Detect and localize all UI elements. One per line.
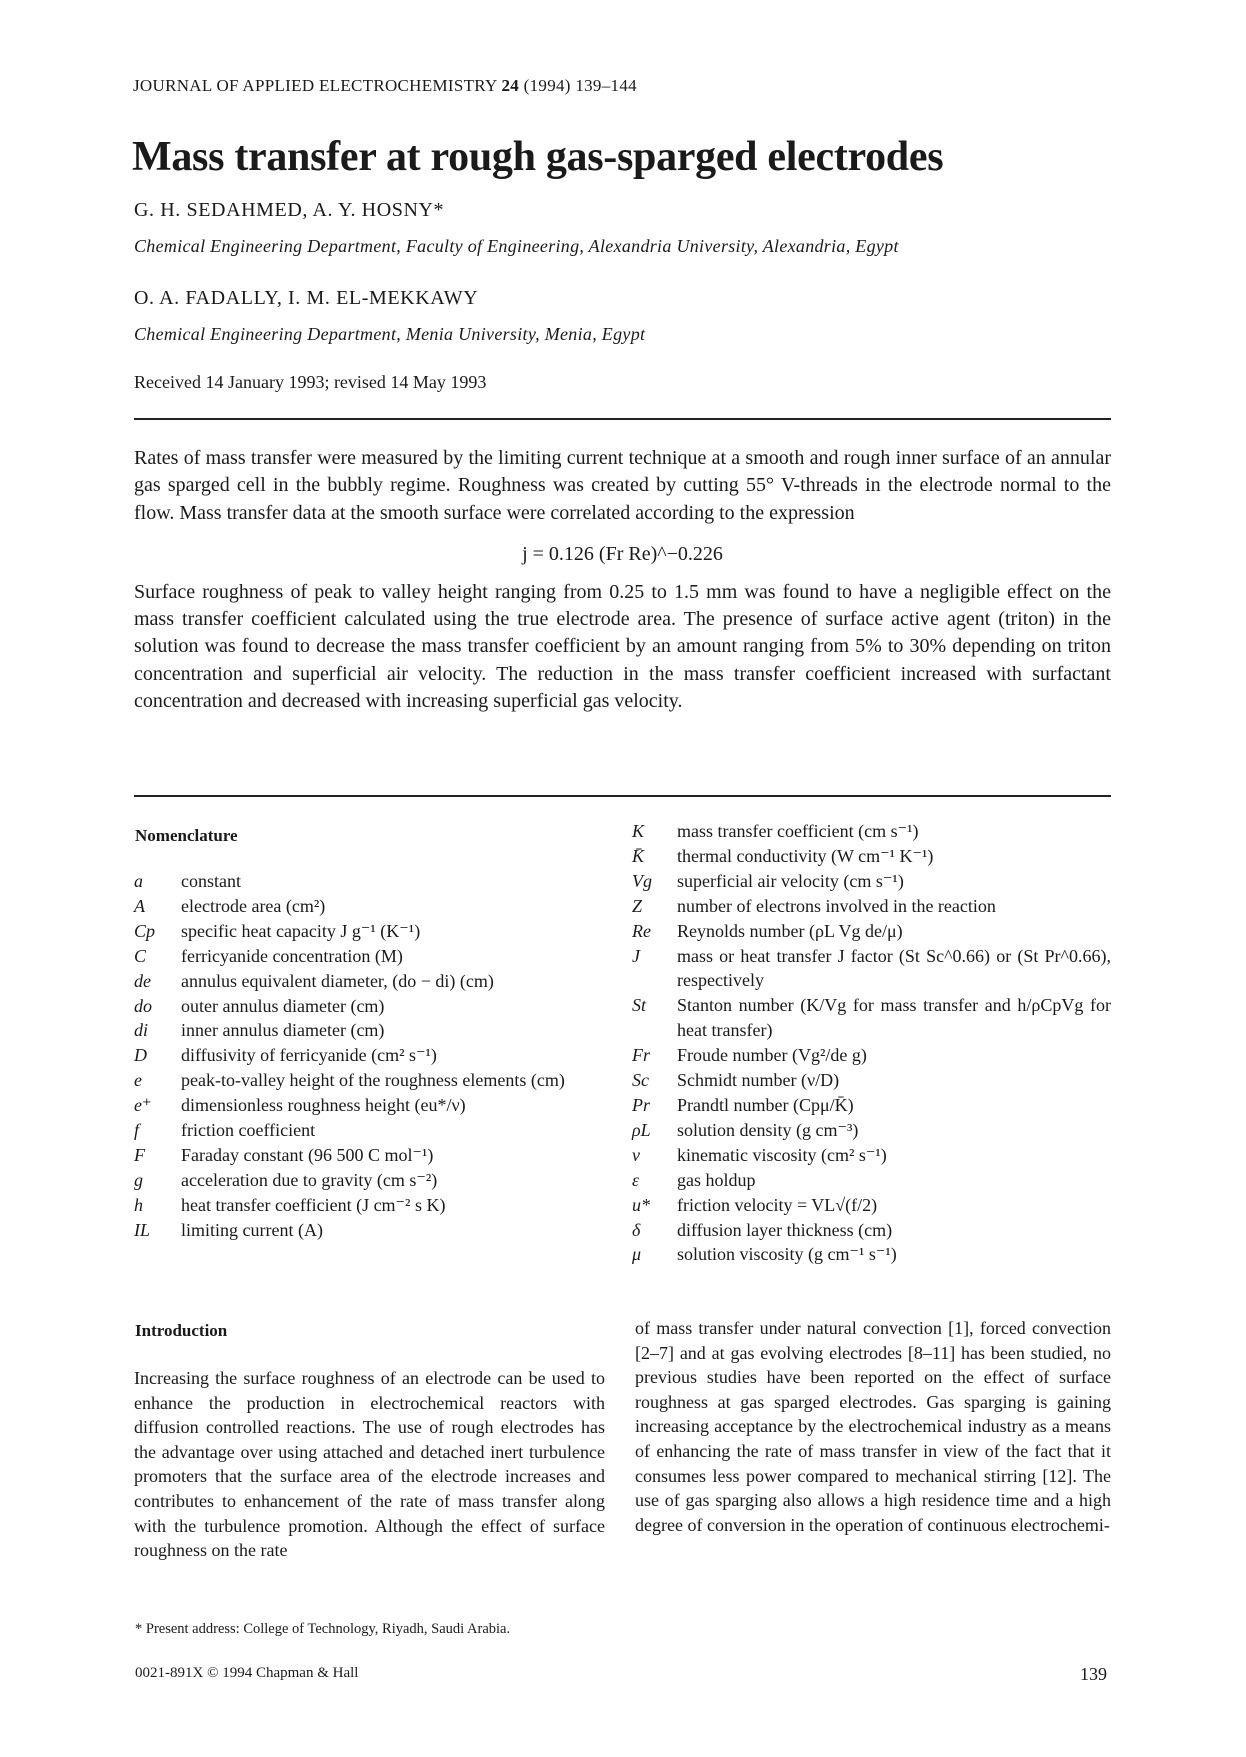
left-row <box>134 1168 602 1193</box>
nomenclature-definition: mass or heat transfer J factor (St Sc^0.66) or (St Pr^0.66), respectively <box>677 945 1111 991</box>
right-row <box>632 1093 1111 1118</box>
right-row <box>632 944 1111 994</box>
nomenclature-definition: constant <box>181 871 241 891</box>
intro-paragraph-1: Increasing the surface roughness of an electrode can be used to enhance the production in electrochemical reactors with diffusion controlled reactions. The use of rough electrodes has the advantage over using attached and detached inert turbulence promoters that the surface area of the electrode increases and contributes to enhancement of the rate of mass transfer along with the turbulence promotion. Although the effect of surface roughness on the rate <box>134 1368 605 1561</box>
nomenclature-symbol: de <box>134 970 151 991</box>
received-dates: Received 14 January 1993; revised 14 May 1993 <box>134 372 487 392</box>
copyright: 0021-891X © 1994 Chapman & Hall <box>135 1665 359 1681</box>
nomenclature-definition: Reynolds number (ρL Vg de/μ) <box>677 920 903 941</box>
right-row <box>632 1168 1111 1193</box>
nomenclature-definition: ferricyanide concentration (M) <box>181 945 403 966</box>
nomenclature-symbol: Vg <box>632 870 652 891</box>
journal-header <box>133 76 637 96</box>
left-row <box>134 1093 602 1118</box>
intro-column-1 <box>134 1366 605 1563</box>
abstract <box>134 445 1111 716</box>
nomenclature-symbol: K̄ <box>632 845 645 866</box>
nomenclature-definition: dimensionless roughness height (eu*/ν) <box>181 1095 466 1116</box>
right-row <box>632 919 1111 944</box>
left-row <box>134 994 602 1019</box>
nomenclature-definition: number of electrons involved in the reaction <box>677 895 996 916</box>
paper-title: Mass transfer at rough gas-sparged electrodes <box>132 134 944 180</box>
left-row <box>134 1218 602 1243</box>
nomenclature-definition: friction coefficient <box>181 1120 316 1141</box>
left-row <box>134 1193 602 1218</box>
nomenclature-left-column <box>134 869 602 1243</box>
nomenclature-symbol: ρL <box>632 1119 651 1140</box>
nomenclature-definition: solution density (g cm⁻³) <box>677 1119 859 1140</box>
nomenclature-symbol: C <box>134 945 147 966</box>
nomenclature-symbol: Cp <box>134 920 156 941</box>
nomenclature-definition: acceleration due to gravity (cm s⁻²) <box>181 1169 438 1190</box>
nomenclature-definition: Prandtl number (Cpμ/K̄) <box>677 1094 854 1115</box>
nomenclature-definition: diffusivity of ferricyanide (cm² s⁻¹) <box>181 1045 437 1066</box>
nomenclature-definition: specific heat capacity J g⁻¹ (K⁻¹) <box>181 920 421 941</box>
nomenclature-symbol: IL <box>134 1219 151 1240</box>
left-row <box>134 944 602 969</box>
right-row <box>632 1143 1111 1168</box>
nomenclature-symbol: μ <box>632 1244 642 1265</box>
nomenclature-symbol: Fr <box>632 1045 650 1066</box>
nomenclature-symbol: δ <box>632 1219 641 1240</box>
left-row <box>134 919 602 944</box>
affiliation-1: Chemical Engineering Department, Faculty of Engineering, Alexandria University, Alexandria, Egypt <box>134 236 899 256</box>
authors-line-1: G. H. SEDAHMED, A. Y. HOSNY* <box>134 199 445 221</box>
left-row <box>134 1143 602 1168</box>
nomenclature-definition: limiting current (A) <box>181 1219 323 1240</box>
nomenclature-symbol: F <box>134 1144 145 1165</box>
nomenclature-definition: peak-to-valley height of the roughness elements (cm) <box>181 1070 565 1091</box>
left-row <box>134 894 602 919</box>
right-row <box>632 844 1111 869</box>
right-row <box>632 1218 1111 1243</box>
nomenclature-symbol: J <box>632 945 640 966</box>
nomenclature-definition: heat transfer coefficient (J cm⁻² s K) <box>181 1194 446 1215</box>
journal-year-pages: (1994) 139–144 <box>523 76 637 95</box>
nomenclature-definition: Stanton number (K/Vg for mass transfer and h/ρCpVg for heat transfer) <box>677 995 1111 1041</box>
divider-top <box>134 418 1111 420</box>
nomenclature-definition: electrode area (cm²) <box>181 895 326 916</box>
right-row <box>632 1068 1111 1093</box>
nomenclature-symbol: g <box>134 1169 143 1190</box>
abstract-equation-text: j = 0.126 (Fr Re)^−0.226 <box>522 543 723 566</box>
right-row <box>632 894 1111 919</box>
nomenclature-definition: gas holdup <box>677 1169 756 1190</box>
nomenclature-symbol: K <box>632 821 645 841</box>
left-row <box>134 1018 602 1043</box>
nomenclature-definition: superficial air velocity (cm s⁻¹) <box>677 870 904 891</box>
intro-paragraph-2: of mass transfer under natural convection [1], forced convection [2–7] and at gas evolving electrodes [8–11] has been studied, no previous studies have been reported on the effect of surface roughness at gas sparged electrodes. Gas sparging is gaining increasing acceptance by the electrochemical industry as a means of enhancing the rate of mass transfer in view of the fact that it consumes less power compared to mechanical stirring [12]. The use of gas sparging also allows a high residence time and a high degree of conversion in the operation of continuous electrochemi- <box>635 1318 1111 1535</box>
nomenclature-symbol: ν <box>632 1144 640 1165</box>
nomenclature-definition: Schmidt number (ν/D) <box>677 1070 840 1091</box>
abstract-paragraph-2: Surface roughness of peak to valley height ranging from 0.25 to 1.5 mm was found to have a negligible effect on the mass transfer coefficient calculated using the true electrode area. The presence of surface active agent (triton) in the solution was found to decrease the mass transfer coefficient by an amount ranging from 5% to 30% depending on triton concentration and superficial air velocity. The reduction in the mass transfer coefficient increased with surfactant concentration and decreased with increasing superficial gas velocity. <box>134 580 1111 713</box>
right-row <box>632 1118 1111 1143</box>
intro-column-2 <box>635 1316 1111 1537</box>
footnote: * Present address: College of Technology, Riyadh, Saudi Arabia. <box>135 1621 511 1637</box>
nomenclature-definition: Froude number (Vg²/de g) <box>677 1045 867 1066</box>
nomenclature-symbol: Sc <box>632 1070 649 1091</box>
divider-bottom <box>134 795 1111 797</box>
left-row <box>134 1043 602 1068</box>
right-row <box>632 993 1111 1043</box>
nomenclature-symbol: di <box>134 1020 149 1041</box>
nomenclature-symbol: e <box>134 1070 142 1091</box>
nomenclature-symbol: Re <box>632 920 651 941</box>
authors-line-2: O. A. FADALLY, I. M. EL-MEKKAWY <box>134 287 479 309</box>
nomenclature-symbol: ε <box>632 1169 640 1190</box>
journal-name: JOURNAL OF APPLIED ELECTROCHEMISTRY <box>133 76 497 95</box>
nomenclature-symbol: a <box>134 871 143 891</box>
right-row <box>632 869 1111 894</box>
nomenclature-symbol: e⁺ <box>134 1095 152 1116</box>
nomenclature-symbol: D <box>134 1045 147 1066</box>
introduction-heading: Introduction <box>135 1321 228 1340</box>
nomenclature-definition: mass transfer coefficient (cm s⁻¹) <box>677 821 919 841</box>
right-row <box>632 1242 1111 1267</box>
right-row <box>632 1193 1111 1218</box>
left-row <box>134 1118 602 1143</box>
left-row <box>134 869 602 894</box>
left-row <box>134 1068 602 1093</box>
nomenclature-definition: diffusion layer thickness (cm) <box>677 1219 893 1240</box>
nomenclature-symbol: Pr <box>632 1094 650 1115</box>
right-row <box>632 1043 1111 1068</box>
affiliation-2: Chemical Engineering Department, Menia University, Menia, Egypt <box>134 324 646 344</box>
abstract-equation <box>134 541 1111 568</box>
nomenclature-definition: outer annulus diameter (cm) <box>181 995 385 1016</box>
nomenclature-definition: Faraday constant (96 500 C mol⁻¹) <box>181 1144 434 1165</box>
nomenclature-definition: solution viscosity (g cm⁻¹ s⁻¹) <box>677 1244 897 1265</box>
nomenclature-symbol: A <box>134 895 145 916</box>
nomenclature-symbol: u* <box>632 1194 650 1215</box>
abstract-paragraph-1: Rates of mass transfer were measured by the limiting current technique at a smooth and rough inner surface of an annular gas sparged cell in the bubbly regime. Roughness was created by cutting 55° V-threads in the electrode normal to the flow. Mass transfer data at the smooth surface were correlated according to the expression <box>134 447 1111 524</box>
nomenclature-title: Nomenclature <box>135 826 238 845</box>
nomenclature-definition: friction velocity = VL√(f/2) <box>677 1194 878 1215</box>
nomenclature-symbol: do <box>134 995 152 1016</box>
nomenclature-definition: kinematic viscosity (cm² s⁻¹) <box>677 1144 887 1165</box>
nomenclature-right-column <box>632 819 1111 1267</box>
nomenclature-definition: inner annulus diameter (cm) <box>181 1020 385 1041</box>
nomenclature-symbol: St <box>632 995 647 1016</box>
page-number: 139 <box>1080 1664 1107 1684</box>
left-row <box>134 969 602 994</box>
nomenclature-symbol: h <box>134 1194 143 1215</box>
nomenclature-definition: thermal conductivity (W cm⁻¹ K⁻¹) <box>677 845 934 866</box>
journal-volume: 24 <box>501 76 520 95</box>
nomenclature-definition: annulus equivalent diameter, (do − di) (cm) <box>181 970 494 991</box>
nomenclature-symbol: Z <box>632 895 643 916</box>
nomenclature-symbol: f <box>134 1120 140 1141</box>
right-row <box>632 819 1111 844</box>
